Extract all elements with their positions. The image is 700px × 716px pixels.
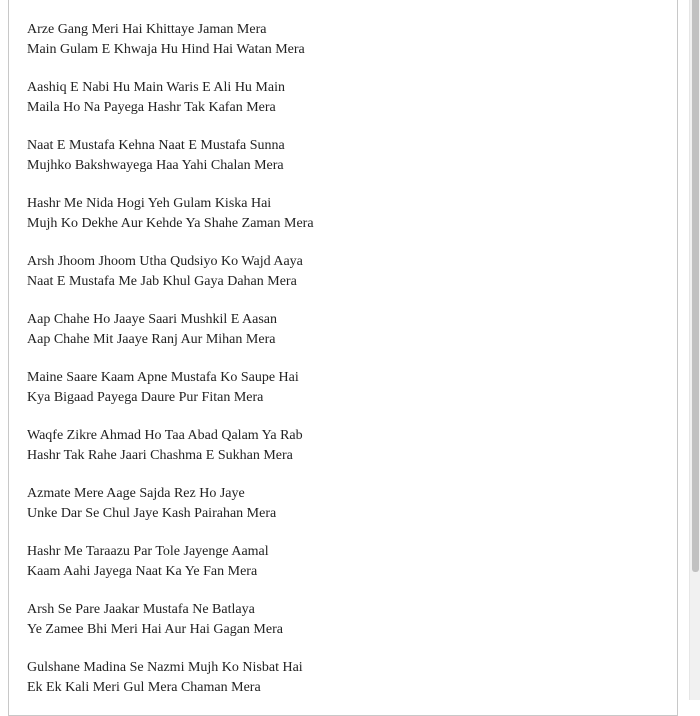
stanza-line: Arsh Se Pare Jaakar Mustafa Ne Batlaya (27, 602, 255, 617)
poem-stanza (27, 542, 269, 581)
stanza-line: Naat E Mustafa Kehna Naat E Mustafa Sunna (27, 138, 285, 153)
poem-stanza (27, 600, 283, 639)
poem-stanza (27, 194, 314, 233)
stanza-line: Ye Zamee Bhi Meri Hai Aur Hai Gagan Mera (27, 621, 283, 637)
stanza-line: Maila Ho Na Payega Hashr Tak Kafan Mera (27, 99, 276, 115)
stanza-line: Maine Saare Kaam Apne Mustafa Ko Saupe Hai (27, 370, 299, 385)
stanza-line: Naat E Mustafa Me Jab Khul Gaya Dahan Mera (27, 273, 297, 289)
stanza-line: Mujh Ko Dekhe Aur Kehde Ya Shahe Zaman Mera (27, 215, 314, 231)
stanza-line: Hashr Tak Rahe Jaari Chashma E Sukhan Mera (27, 447, 293, 463)
stanza-line: Arze Gang Meri Hai Khittaye Jaman Mera (27, 22, 267, 37)
poem-stanza (27, 252, 303, 291)
stanza-line: Aap Chahe Ho Jaaye Saari Mushkil E Aasan (27, 312, 277, 327)
poem-stanza (27, 136, 285, 175)
stanza-line: Aashiq E Nabi Hu Main Waris E Ali Hu Main (27, 80, 285, 95)
vertical-scrollbar[interactable] (689, 0, 700, 700)
stanza-line: Hashr Me Taraazu Par Tole Jayenge Aamal (27, 544, 269, 559)
stanza-line: Ek Ek Kali Meri Gul Mera Chaman Mera (27, 679, 261, 695)
stanza-line: Kaam Aahi Jayega Naat Ka Ye Fan Mera (27, 563, 258, 579)
scrollbar-thumb[interactable] (692, 0, 699, 572)
stanza-line: Arsh Jhoom Jhoom Utha Qudsiyo Ko Wajd Aaya (27, 254, 303, 269)
poem-cut-off-line (27, 0, 266, 4)
poem-stanza (27, 310, 277, 349)
stanza-line: Aap Chahe Mit Jaaye Ranj Aur Mihan Mera (27, 331, 276, 347)
stanza-line: Mujhko Bakshwayega Haa Yahi Chalan Mera (27, 157, 284, 173)
stanza-line: Waqfe Zikre Ahmad Ho Taa Abad Qalam Ya Rab (27, 428, 303, 443)
poem-stanza (27, 484, 276, 523)
content-panel (8, 0, 678, 716)
poem-stanza (27, 368, 299, 407)
stanza-line: Unke Dar Se Chul Jaye Kash Pairahan Mera (27, 505, 277, 521)
poem-stanza (27, 20, 305, 59)
stanza-line: Main Gulam E Khwaja Hu Hind Hai Watan Mera (27, 41, 305, 57)
poem-stanza (27, 426, 303, 465)
stanza-line: Gulshane Madina Se Nazmi Mujh Ko Nisbat Hai (27, 660, 303, 675)
stanza-line: Hashr Me Nida Hogi Yeh Gulam Kiska Hai (27, 196, 272, 211)
poem-stanza (27, 658, 303, 697)
stanza-line: Kya Bigaad Payega Daure Pur Fitan Mera (27, 389, 264, 405)
stanza-line: Azmate Mere Aage Sajda Rez Ho Jaye (27, 486, 245, 501)
poem-stanza (27, 78, 285, 117)
